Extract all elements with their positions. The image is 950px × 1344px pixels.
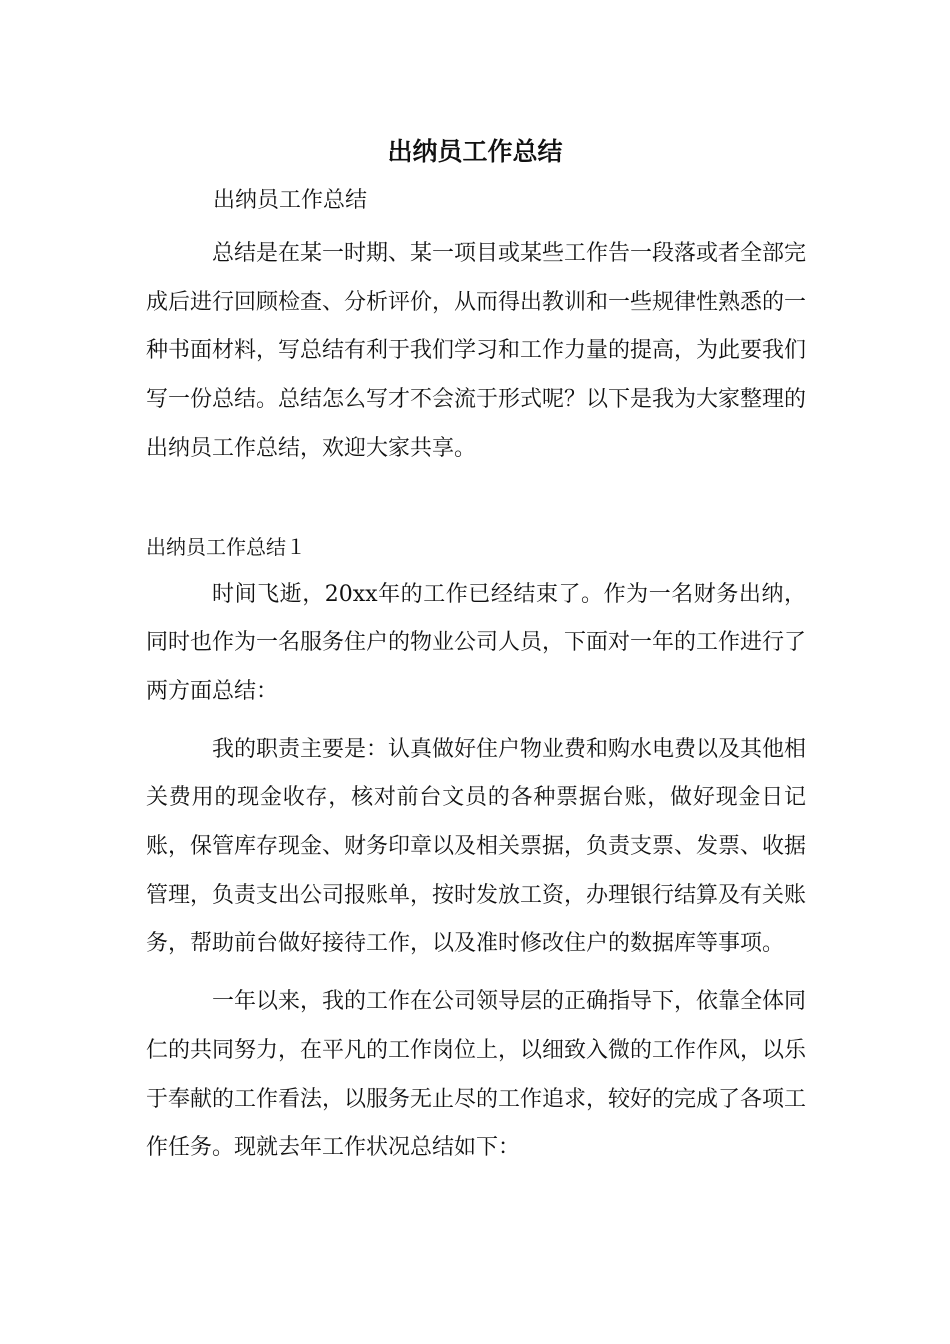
- body-paragraph: 我的职责主要是：认真做好住户物业费和购水电费以及其他相关费用的现金收存，核对前台文员的各种票据台账，做好现金日记账，保管库存现金、财务印章以及相关票据，负责支票、发票、收据管理，负责支出公司报账单，按时发放工资，办理银行结算及有关账务，帮助前台做好接待工作，以及准时修改住户的数据库等事项。: [146, 736, 807, 957]
- document-body: [146, 230, 806, 1173]
- body-paragraph: 时间飞逝，20xx年的工作已经结束了。作为一名财务出纳，同时也作为一名服务住户的物业公司人员，下面对一年的工作进行了两方面总结：: [146, 581, 807, 704]
- body-paragraph: 一年以来，我的工作在公司领导层的正确指导下，依靠全体同仁的共同努力，在平凡的工作岗位上，以细致入微的工作作风，以乐于奉献的工作看法，以服务无止尽的工作追求，较好的完成了各项工作任务。现就去年工作状况总结如下：: [146, 989, 807, 1161]
- intro-paragraph: 总结是在某一时期、某一项目或某些工作告一段落或者全部完成后进行回顾检查、分析评价，从而得出教训和一些规律性熟悉的一种书面材料，写总结有利于我们学习和工作力量的提高，为此要我们写一份总结。总结怎么写才不会流于形式呢？以下是我为大家整理的出纳员工作总结，欢迎大家共享。: [146, 241, 807, 461]
- document-subtitle: 出纳员工作总结: [213, 188, 368, 213]
- document-title: 出纳员工作总结: [387, 137, 563, 166]
- spacer: [146, 474, 806, 523]
- section-heading: 出纳员工作总结１: [146, 534, 306, 559]
